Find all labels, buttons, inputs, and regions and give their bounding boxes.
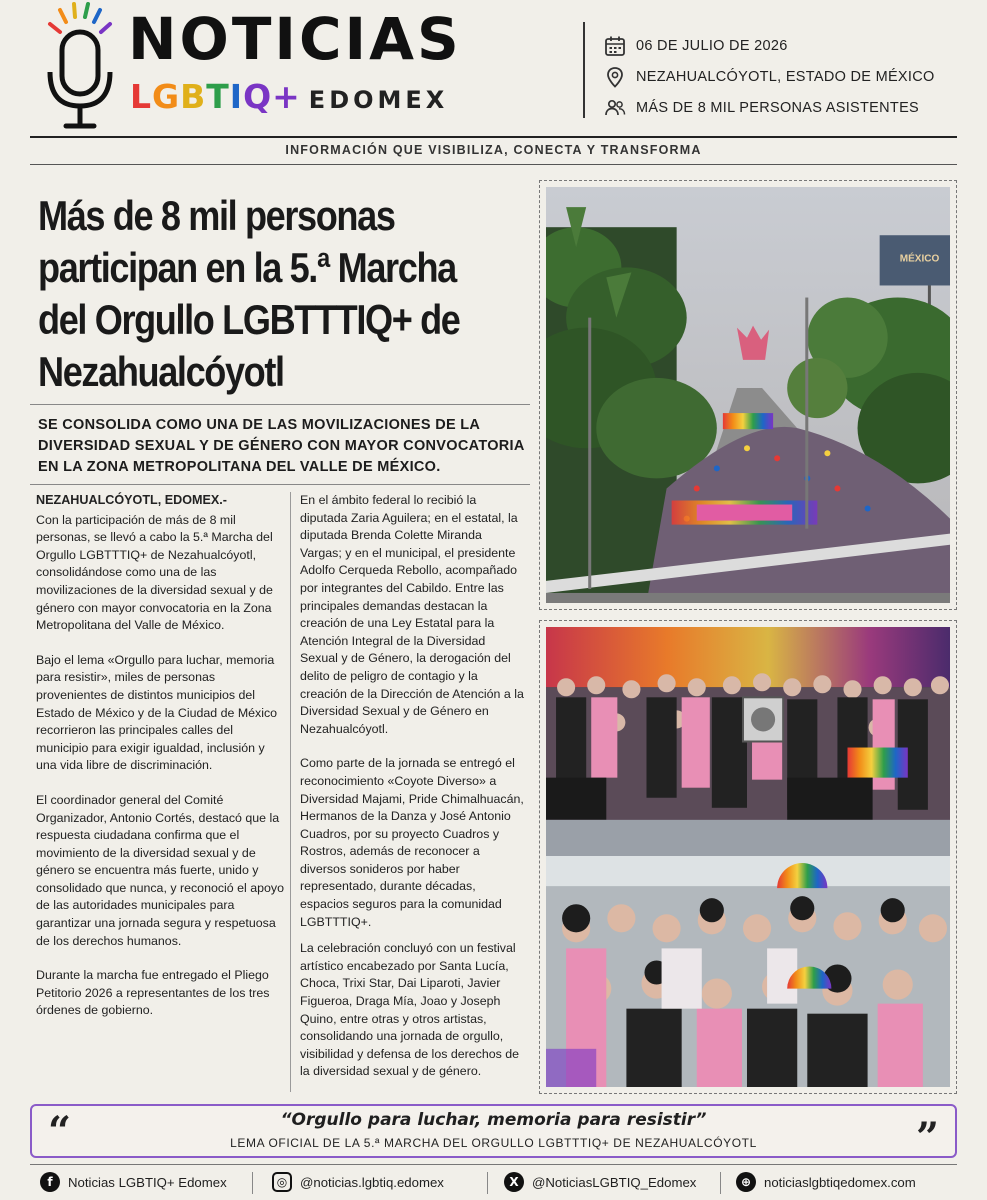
location-pin-icon bbox=[604, 66, 626, 88]
motto-quote-box bbox=[30, 1104, 957, 1161]
event-meta bbox=[604, 30, 935, 123]
column-divider bbox=[290, 492, 291, 1092]
march-street-photo bbox=[546, 187, 950, 603]
calendar-icon bbox=[604, 35, 626, 57]
header-rule bbox=[30, 136, 957, 138]
stage-crowd-illustration bbox=[546, 627, 950, 1087]
facebook-icon: f bbox=[40, 1172, 60, 1192]
website-link[interactable] bbox=[736, 1172, 916, 1192]
paragraph: En el ámbito federal lo recibió la diputada Zaria Aguilera; en el estatal, la diputada Brenda Colette Miranda Vargas; y en el municipal, el presidente Adolfo Cerqueda Rebollo, acompañado por integrantes del Cabildo. Entre las principales demandas destacan la creación de una Ley Estatal para la Atención Integral de la Diversidad Sexual y de Género, la derogación del delito de peligro de contagio y la creación de la Dirección de Atención a la Diversidad Sexual y de Género en Nezahualcóyotl. bbox=[300, 493, 524, 736]
meta-location bbox=[604, 61, 935, 92]
footer-divider bbox=[720, 1172, 721, 1194]
tagline: INFORMACIÓN QUE VISIBILIZA, CONECTA Y TRANSFORMA bbox=[285, 143, 702, 157]
footer-divider bbox=[487, 1172, 488, 1194]
globe-icon: ⊕ bbox=[736, 1172, 756, 1192]
meta-location-text: NEZAHUALCÓYOTL, ESTADO DE MÉXICO bbox=[636, 68, 935, 85]
paragraph: La celebración concluyó con un festival artístico encabezado por Santa Lucía, Choca, Trixi Star, Dai Liparoti, Javier Figueroa, Draga Mía, Joao y Joseph Quino, entre otras y otros artistas, consolidando una jornada de orgullo, visibilidad y defensa de los derechos de la diversidad sexual y de género. bbox=[300, 941, 520, 1079]
brand-title: NOTICIAS bbox=[128, 5, 462, 73]
stage-group-photo bbox=[546, 627, 950, 1087]
x-link[interactable] bbox=[504, 1172, 696, 1192]
people-icon bbox=[604, 97, 626, 119]
brand-lgbtiq bbox=[130, 77, 301, 116]
stage-photo-frame bbox=[539, 620, 957, 1094]
motto-quote: “Orgullo para luchar, memoria para resistir” bbox=[280, 1110, 707, 1130]
march-street-illustration bbox=[546, 187, 950, 603]
meta-date-text: 06 DE JULIO DE 2026 bbox=[636, 37, 788, 54]
facebook-link[interactable] bbox=[40, 1172, 227, 1192]
article-headline: Más de 8 mil personas participan en la 5.ª Marcha del Orgullo LGBTTTIQ+ de Nezahualcóyotl bbox=[38, 192, 460, 395]
paragraph: Con la participación de más de 8 mil personas, se llevó a cabo la 5.ª Marcha del Orgullo LGBTTTIQ+ de Nezahualcóyotl, consolidándose como una de las movilizaciones de la diversidad sexual y de género con mayor convocatoria en la Zona Metropolitana del Valle de México. bbox=[36, 512, 273, 633]
brand-region: EDOMEX bbox=[308, 86, 449, 114]
x-icon: X bbox=[504, 1172, 524, 1192]
website-url: noticiaslgbtiqedomex.com bbox=[764, 1174, 916, 1190]
motto-caption: LEMA OFICIAL DE LA 5.ª MARCHA DEL ORGULLO LGBTTTIQ+ DE NEZAHUALCÓYOTL bbox=[230, 1136, 757, 1150]
header-divider bbox=[583, 22, 585, 118]
article-deck: SE CONSOLIDA COMO UNA DE LAS MOVILIZACIONES DE LA DIVERSIDAD SEXUAL Y DE GÉNERO CON MAYOR CONVOCATORIA EN LA ZONA METROPOLITANA DEL VALLE DE MÉXICO. bbox=[38, 417, 525, 475]
tagline-rule bbox=[30, 164, 957, 165]
deck-rule bbox=[30, 484, 530, 485]
brand-letter: I bbox=[229, 77, 244, 116]
march-photo-frame bbox=[539, 180, 957, 610]
instagram-handle: @noticias.lgbtiq.edomex bbox=[300, 1174, 444, 1190]
x-handle: @NoticiasLGBTIQ_Edomex bbox=[532, 1174, 697, 1190]
brand-letter: + bbox=[272, 77, 301, 116]
meta-attendance-text: MÁS DE 8 MIL PERSONAS ASISTENTES bbox=[636, 99, 920, 116]
brand-letter: G bbox=[152, 77, 181, 116]
paragraph: Bajo el lema «Orgullo para luchar, memoria para resistir», miles de personas provenientes de distintos municipios del Estado de México y de la Ciudad de México recorrieron las principales calles del municipio para exigir igualdad, inclusión y una vida libre de discriminación. bbox=[36, 652, 278, 773]
brand-letter: Q bbox=[243, 77, 273, 116]
footer-divider bbox=[252, 1172, 253, 1194]
dateline: NEZAHUALCÓYOTL, EDOMEX.- bbox=[36, 493, 228, 507]
brand-subtitle bbox=[130, 77, 449, 116]
microphone-logo-icon bbox=[36, 2, 120, 132]
instagram-link[interactable] bbox=[272, 1172, 444, 1192]
article-column-2 bbox=[300, 492, 526, 1098]
billboard-text: MÉXICO bbox=[899, 253, 940, 265]
brand-letter: L bbox=[130, 77, 153, 116]
close-quote-mark: ” bbox=[915, 1114, 939, 1161]
meta-date bbox=[604, 30, 935, 61]
masthead bbox=[30, 0, 957, 136]
meta-attendance bbox=[604, 92, 935, 123]
article-column-1 bbox=[36, 492, 284, 1037]
headline-rule bbox=[30, 404, 530, 405]
paragraph: El coordinador general del Comité Organizador, Antonio Cortés, destacó que la respuesta ciudadana confirma que el movimiento de la diversidad sexual y de género se encuentra más fuerte, unido y consolidado que nunca, y reconoció el apoyo de las autoridades municipales para garantizar una jornada segura y respetuosa de los derechos humanos. bbox=[36, 792, 284, 948]
paragraph: Como parte de la jornada se entregó el reconocimiento «Coyote Diverso» a Diversidad Majami, Pride Chimalhuacán, Hermanos de la Danza y José Antonio Cuadros, por su proyecto Cuadros y Rostros, además de reconocer a diversos sonideros por haber representado, durante décadas, espacios seguros para la comunidad LGBTTTIQ+. bbox=[300, 756, 524, 929]
brand-letter: B bbox=[180, 77, 207, 116]
facebook-handle: Noticias LGBTIQ+ Edomex bbox=[68, 1174, 227, 1190]
footer-rule bbox=[30, 1164, 957, 1165]
brand-letter: T bbox=[206, 77, 230, 116]
paragraph: Durante la marcha fue entregado el Pliego Petitorio 2026 a representantes de los tres órdenes de gobierno. bbox=[36, 968, 270, 1018]
social-footer bbox=[40, 1172, 952, 1196]
open-quote-mark: “ bbox=[48, 1108, 72, 1155]
instagram-icon: ◎ bbox=[272, 1172, 292, 1192]
